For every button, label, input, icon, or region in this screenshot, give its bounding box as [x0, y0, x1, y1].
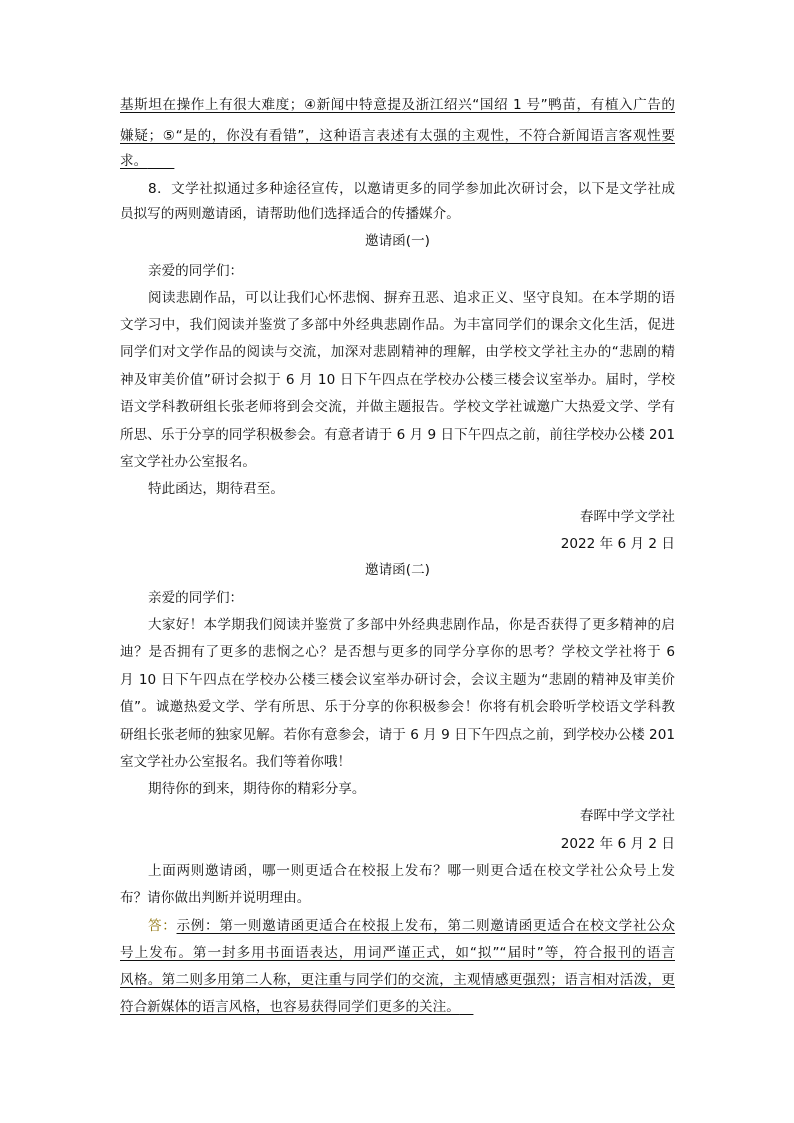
letter2-signature: 春晖中学文学社 — [579, 808, 675, 824]
letter2-body-line-4: 值”。诚邀热爱文学、学有所思、乐于分享的你积极参会！你将有机会聆听学校语文学科教 — [120, 699, 675, 715]
letter1-body-line-7: 室文学社办公室报名。 — [120, 454, 256, 470]
answer-text-1: 示例：第一则邀请函更适合在校报上发布，第二则邀请函更适合在校文学社公众 — [176, 918, 676, 934]
letter1-title: 邀请函(一) — [365, 233, 430, 249]
answer-text-4: 符合新媒体的语言风格，也容易获得同学们更多的关注。 — [120, 999, 460, 1015]
letter2-body-line-6: 室文学社办公室报名。我们等着你哦！ — [120, 754, 352, 770]
letter2-body-line-5: 研组长张老师的独家见解。若你有意参会，请于 6 月 9 日下午四点之前，到学校办公楼 201 — [120, 727, 675, 743]
letter2-title: 邀请函(二) — [365, 562, 430, 578]
answer-prefix: 答： — [148, 918, 177, 934]
answer-line-4 — [120, 998, 675, 1016]
comparison-question-line-1: 上面两则邀请函，哪一则更适合在校报上发布？哪一则更合适在校文学社公众号上发 — [148, 863, 675, 879]
answer-continuation-line-2: 嫌疑；⑤“是的，你没有看错”，这种语言表述有太强的主观性，不符合新闻语言客观性要 — [120, 128, 675, 144]
question-8-line-1: 8．文学社拟通过多种途径宣传，以邀请更多的同学参加此次研讨会，以下是文学社成 — [148, 181, 675, 197]
comparison-question-line-2: 布？请你做出判断并说明理由。 — [120, 890, 311, 906]
letter1-date: 2022 年 6 月 2 日 — [560, 536, 675, 552]
answer-continuation-line-3 — [120, 152, 675, 170]
answer-line-1 — [148, 917, 675, 935]
letter1-body-line-3: 同学们对文学作品的阅读与交流，加深对悲剧精神的理解，由学校文学社主办的“悲剧的精 — [120, 344, 675, 360]
letter1-body-line-2: 文学习中，我们阅读并鉴赏了多部中外经典悲剧作品。为丰富同学们的课余文化生活，促进 — [120, 317, 675, 333]
letter1-body-line-1: 阅读悲剧作品，可以让我们心怀悲悯、摒弃丑恶、追求正义、坚守良知。在本学期的语 — [148, 290, 675, 306]
answer-line-3: 风格。第二则多用第二人称，更注重与同学们的交流，主观情感更强烈；语言相对活泼，更 — [120, 972, 675, 988]
letter2-body-line-2: 迪？是否拥有了更多的悲悯之心？是否想与更多的同学分享你的思考？学校文学社将于 6 — [120, 644, 675, 660]
letter1-body-line-4: 神及审美价值”研讨会拟于 6 月 10 日下午四点在学校办公楼三楼会议室举办。届时，学校 — [120, 372, 675, 388]
answer-line-2: 号上发布。第一封多用书面语表达，用词严谨正式，如“拟”“届时”等，符合报刊的语言 — [120, 945, 675, 961]
letter1-body-line-5: 语文学科教研组长张老师将到会交流，并做主题报告。学校文学社诚邀广大热爱文学、学有 — [120, 399, 675, 415]
letter1-closing: 特此函达，期待君至。 — [148, 481, 284, 497]
letter2-date: 2022 年 6 月 2 日 — [560, 836, 675, 852]
question-8-line-2: 员拟写的两则邀请函，请帮助他们选择适合的传播媒介。 — [120, 206, 460, 222]
letter1-signature: 春晖中学文学社 — [579, 509, 675, 525]
answer-continuation-line-1: 基斯坦在操作上有很大难度；④新闻中特意提及浙江绍兴“国绍 1 号”鸭苗，有植入广告的 — [120, 97, 675, 113]
answer-continuation-end: 求。 — [120, 153, 148, 169]
letter1-greeting: 亲爱的同学们： — [148, 263, 244, 279]
letter2-greeting: 亲爱的同学们： — [148, 590, 244, 606]
letter2-body-line-3: 月 10 日下午四点在学校办公楼三楼会议室举办研讨会，会议主题为“悲剧的精神及审美价 — [120, 672, 675, 688]
letter2-body-line-1: 大家好！本学期我们阅读并鉴赏了多部中外经典悲剧作品，你是否获得了更多精神的启 — [148, 617, 675, 633]
letter1-body-line-6: 所思、乐于分享的同学积极参会。有意者请于 6 月 9 日下午四点之前，前往学校办公楼 201 — [120, 427, 675, 443]
letter2-closing: 期待你的到来，期待你的精彩分享。 — [148, 781, 366, 797]
